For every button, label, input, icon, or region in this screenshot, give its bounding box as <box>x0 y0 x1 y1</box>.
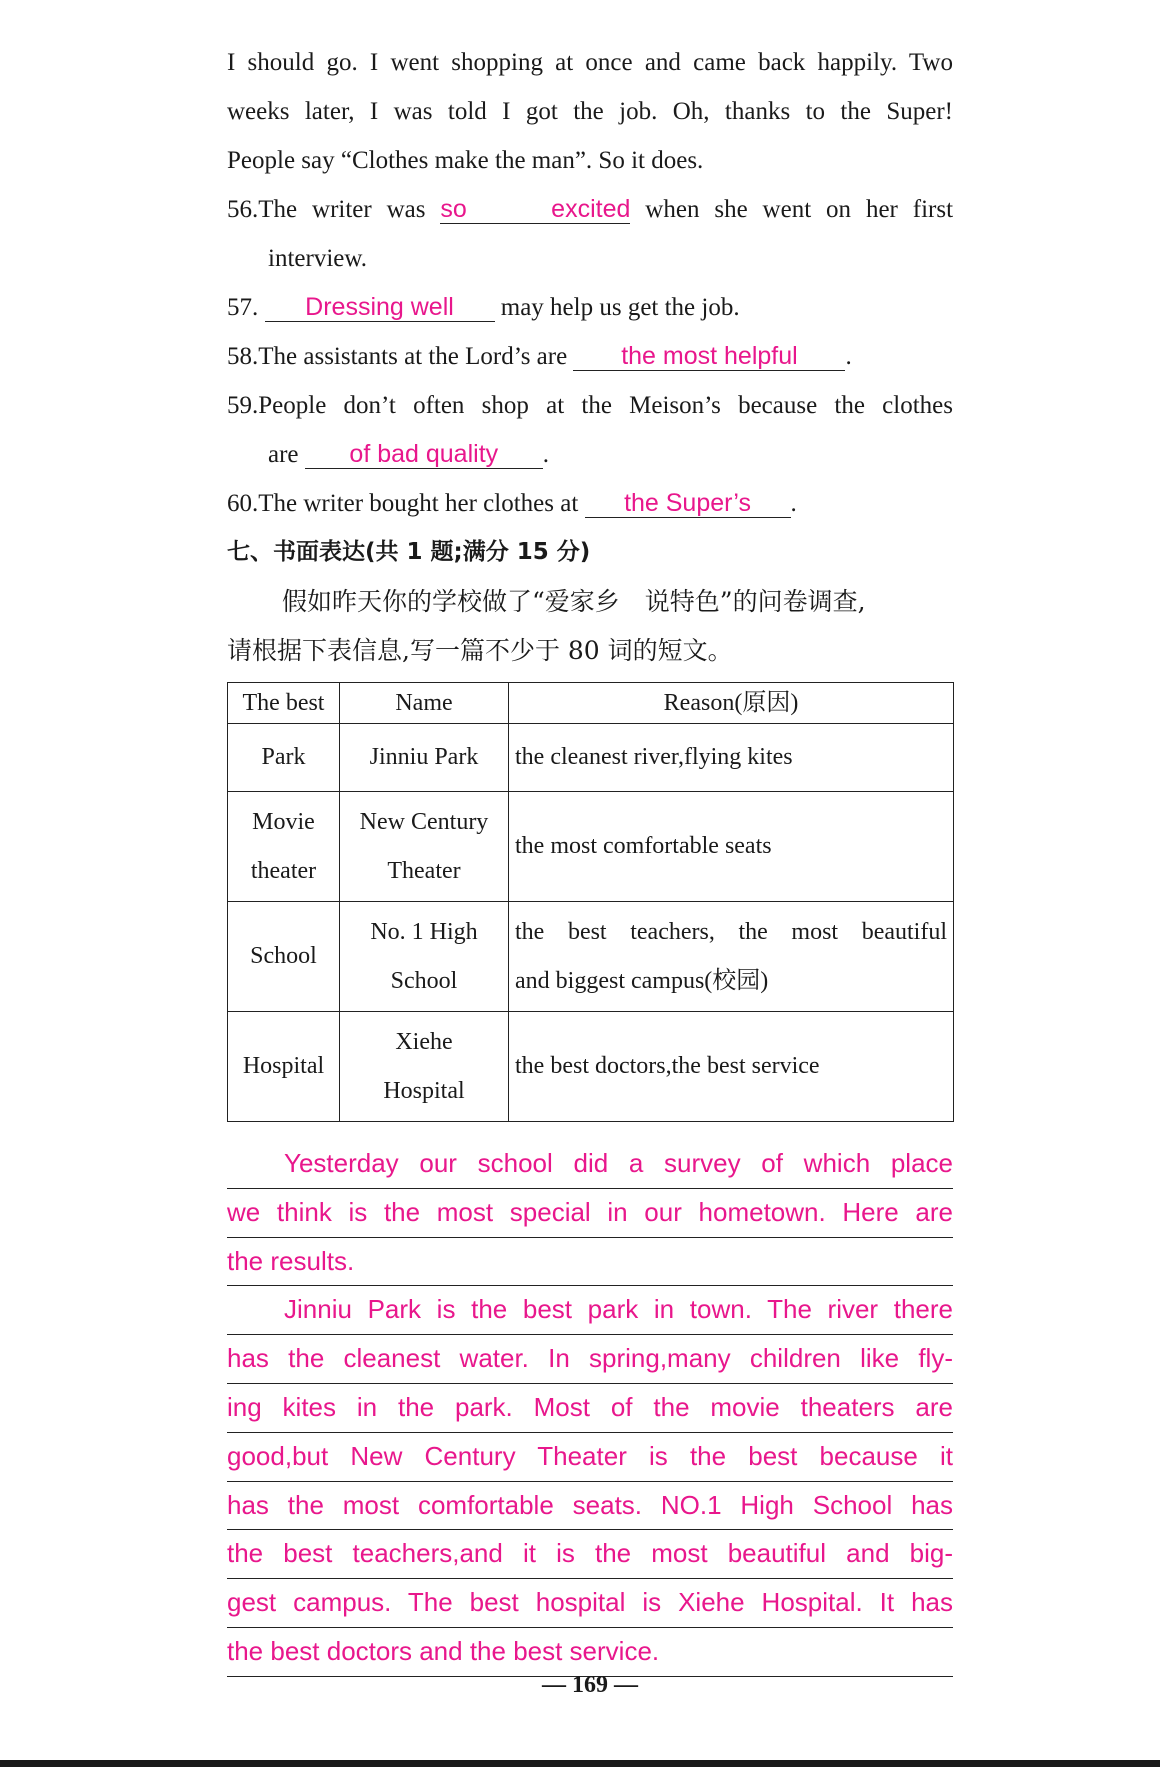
question-text: . <box>542 441 550 468</box>
question-text: when she went on her first <box>645 196 954 223</box>
table-row <box>228 1012 954 1122</box>
cell-best: Hospital <box>228 1012 340 1122</box>
essay-line: the best teachers,and it is the most beautiful and big- <box>227 1530 953 1579</box>
essay-line: ing kites in the park. Most of the movie theaters are <box>227 1384 953 1433</box>
section-heading: 七、书面表达(共 1 题;满分 15 分) <box>227 539 591 565</box>
question-60 <box>227 479 953 528</box>
question-text: are <box>268 441 299 468</box>
cell-reason: the best doctors,the best service <box>509 1012 954 1122</box>
essay-line: Yesterday our school did a survey of which place <box>227 1140 953 1189</box>
question-56 <box>227 185 953 234</box>
question-58 <box>227 332 953 381</box>
header-name: Name <box>340 683 509 724</box>
question-text: . <box>845 343 852 370</box>
table-row <box>228 724 954 792</box>
prompt-line-1: 假如昨天你的学校做了“爱家乡 说特色”的问卷调查, <box>282 587 866 616</box>
cell-line: and biggest campus(校园) <box>515 967 769 994</box>
question-59-continued <box>227 430 953 479</box>
cell-best: School <box>228 902 340 1012</box>
question-number: 60. <box>227 490 259 517</box>
passage-line-2: weeks later, I was told I got the job. Oh, thanks to the Super! <box>227 98 953 125</box>
cell-line: theater <box>250 857 317 884</box>
cell-line: New Century <box>359 808 489 835</box>
cell-line: Movie <box>252 808 315 835</box>
question-text: The writer bought her clothes at <box>258 490 579 517</box>
table-row <box>228 792 954 902</box>
cell-name <box>340 1012 509 1122</box>
essay-line: gest campus. The best hospital is Xiehe Hospital. It has <box>227 1579 953 1628</box>
question-number: 58. <box>227 343 259 370</box>
answer-56: so excited <box>440 195 631 223</box>
cell-reason: the cleanest river,flying kites <box>509 724 954 792</box>
question-number: 57. <box>227 294 259 321</box>
header-the-best: The best <box>228 683 340 724</box>
question-text: may help us get the job. <box>500 294 740 321</box>
question-number: 56. <box>227 196 259 223</box>
answer-60: the Super’s <box>585 489 791 518</box>
cell-name <box>340 792 509 902</box>
cell-line: School <box>390 967 458 994</box>
table-header-row <box>228 683 954 724</box>
cell-reason: the most comfortable seats <box>509 792 954 902</box>
passage-line-1: I should go. I went shopping at once and came back happily. Two <box>227 49 953 76</box>
cell-line: Xiehe <box>395 1028 453 1055</box>
essay-line: the results. <box>227 1238 953 1287</box>
survey-table <box>227 682 954 1122</box>
cell-name: Jinniu Park <box>340 724 509 792</box>
question-59 <box>227 381 953 430</box>
essay-line: has the most comfortable seats. NO.1 High School has <box>227 1482 953 1531</box>
cell-line: No. 1 High <box>370 918 478 945</box>
question-number: 59. <box>227 392 259 419</box>
question-text: The writer was <box>258 196 426 223</box>
cell-line: the best teachers, the most beautiful <box>515 918 947 945</box>
question-text: . <box>790 490 797 517</box>
prompt-line-2: 请根据下表信息,写一篇不少于 80 词的短文。 <box>227 636 733 665</box>
essay-line: the best doctors and the best service. <box>227 1628 953 1677</box>
answer-57: Dressing well <box>265 293 495 322</box>
table-row <box>228 902 954 1012</box>
question-text: The assistants at the Lord’s are <box>258 343 568 370</box>
passage-line-3: People say “Clothes make the man”. So it does. <box>227 147 704 174</box>
cell-best <box>228 792 340 902</box>
cell-line: Theater <box>387 857 461 884</box>
essay-line: Jinniu Park is the best park in town. The river there <box>227 1286 953 1335</box>
cell-name <box>340 902 509 1012</box>
header-reason: Reason(原因) <box>509 683 954 724</box>
essay-line: has the cleanest water. In spring,many children like fly- <box>227 1335 953 1384</box>
essay-line: we think is the most special in our hometown. Here are <box>227 1189 953 1238</box>
essay-line: good,but New Century Theater is the best because it <box>227 1433 953 1482</box>
question-page <box>227 38 953 675</box>
bottom-bar <box>0 1760 1160 1767</box>
question-56-continued: interview. <box>268 245 368 272</box>
answer-58: the most helpful <box>573 342 845 371</box>
question-text: People don’t often shop at the Meison’s because the clothes <box>258 392 953 419</box>
page-number: — 169 — <box>542 1672 638 1698</box>
answer-59: of bad quality <box>305 440 543 469</box>
question-57 <box>227 283 953 332</box>
essay-answer <box>227 1140 953 1677</box>
cell-line: Hospital <box>383 1077 465 1104</box>
cell-reason <box>509 902 954 1012</box>
cell-best: Park <box>228 724 340 792</box>
